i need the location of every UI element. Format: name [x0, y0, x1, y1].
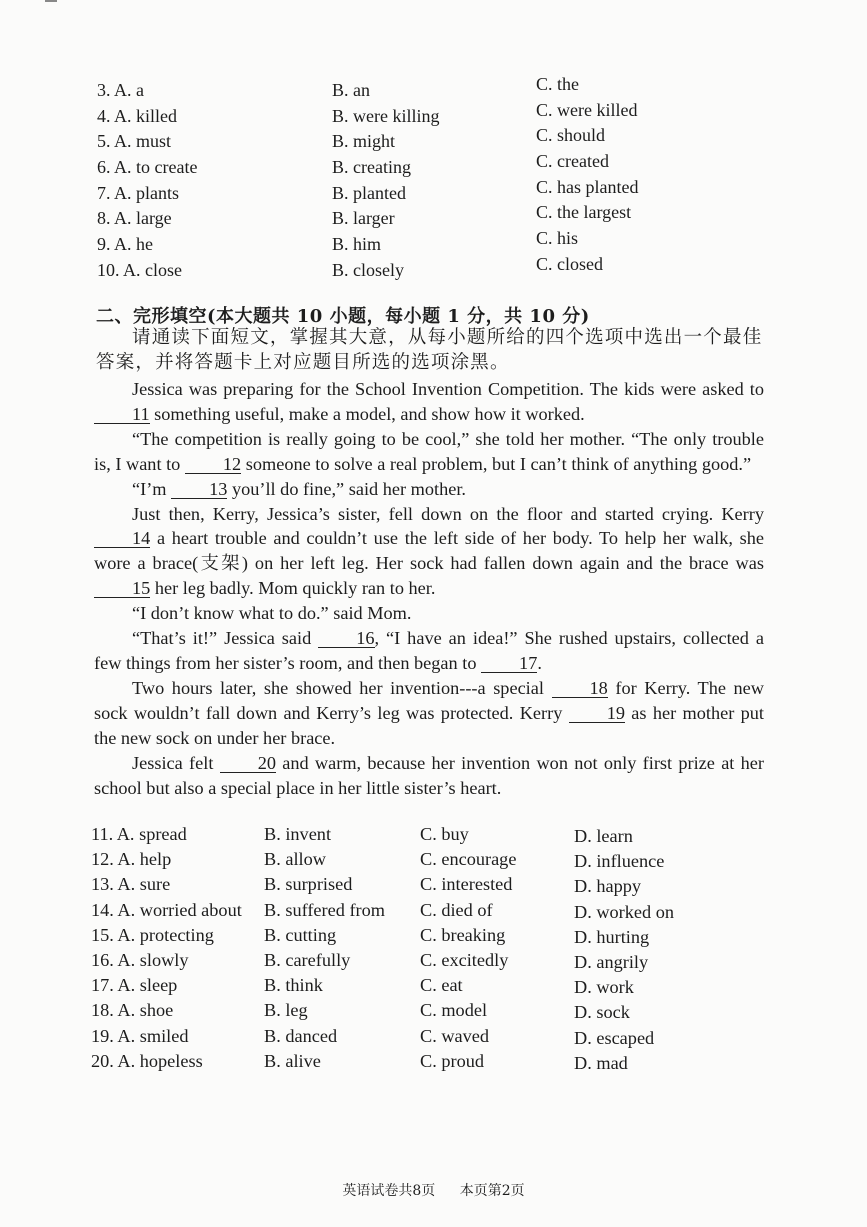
passage-text: her leg badly. Mom quickly ran to her. [150, 578, 436, 599]
blank-18: 18 [552, 679, 608, 698]
option-choice: C. should [536, 125, 606, 146]
blank-15: 15 [94, 579, 150, 598]
option-choice: C. created [536, 151, 609, 172]
option-row [0, 228, 867, 260]
option-choice: B. allow [264, 849, 326, 870]
option-choice: B. invent [264, 824, 332, 844]
option-choice: 17. A. sleep [91, 975, 178, 996]
blank-16: 16 [318, 629, 374, 648]
option-row [0, 900, 867, 925]
page-footer [0, 1180, 867, 1200]
footer-total-pages: 英语试卷共8页 [342, 1183, 436, 1199]
option-choice: 10. A. close [97, 259, 182, 280]
option-choice: C. the largest [536, 202, 632, 223]
passage-text: something useful, make a model, and show how it worked. [149, 403, 585, 424]
option-choice: B. surprised [264, 874, 353, 895]
option-choice: B. think [264, 975, 323, 996]
passage-text: and warm, because her invention won not only first prize at her school but also a special place in her little sister’s heart. [94, 752, 765, 798]
option-choice: B. leg [264, 1000, 308, 1021]
passage-paragraph [94, 502, 764, 602]
option-choice: 18. A. shoe [91, 1000, 174, 1021]
passage-paragraph [94, 751, 764, 801]
blank-14: 14 [94, 529, 150, 548]
blank-11: 11 [94, 405, 150, 424]
passage-text: a heart trouble and couldn’t use the left side of her body. To help her walk, she wore a brace(支架) on her left leg. Her sock had fallen down again and the brace was [94, 528, 764, 574]
option-row [0, 849, 867, 874]
option-choice: B. suffered from [264, 899, 385, 920]
option-choice: D. sock [574, 1002, 630, 1023]
options-part1 [0, 74, 867, 286]
option-choice: D. hurting [574, 926, 650, 947]
option-choice: B. carefully [264, 949, 351, 970]
cloze-passage [94, 377, 764, 800]
option-row [0, 975, 867, 1000]
scan-mark [45, 0, 57, 2]
passage-text: Just then, Kerry, Jessica’s sister, fell down on the floor and started crying. Kerry [132, 503, 764, 524]
passage-text: “The competition is really going to be cool,” she told her mother. “The only trouble is, I want to [94, 428, 764, 474]
passage-text: you’ll do fine,” said her mother. [227, 478, 466, 499]
option-choice: C. excitedly [420, 949, 509, 970]
blank-12: 12 [185, 455, 241, 474]
option-row [0, 125, 867, 157]
passage-text: “That’s it!” Jessica said [132, 628, 319, 649]
option-choice: C. model [420, 1000, 488, 1021]
blank-20: 20 [220, 754, 276, 773]
option-choice: 13. A. sure [91, 874, 171, 895]
option-choice: B. him [332, 234, 382, 255]
option-row [0, 824, 867, 849]
option-row [0, 99, 867, 132]
option-row [0, 925, 867, 950]
option-choice: 5. A. must [97, 131, 172, 152]
option-choice: B. were killing [332, 105, 440, 126]
option-choice: D. worked on [574, 901, 675, 922]
option-choice: 14. A. worried about [91, 899, 242, 920]
option-choice: 15. A. protecting [91, 924, 214, 945]
passage-text: for Kerry. The new sock wouldn’t fall down and Kerry’s leg was protected. Kerry [94, 677, 764, 723]
passage-paragraph [94, 601, 764, 626]
option-row [0, 1000, 867, 1025]
option-choice: 7. A. plants [97, 182, 180, 203]
passage-paragraph [94, 477, 764, 502]
option-choice: C. buy [420, 824, 469, 844]
option-choice: C. died of [420, 899, 493, 920]
option-choice: D. learn [574, 826, 633, 846]
passage-paragraph [94, 427, 764, 477]
option-row [0, 74, 867, 106]
option-choice: B. closely [332, 259, 404, 280]
option-choice: B. creating [332, 157, 411, 178]
option-choice: 16. A. slowly [91, 949, 189, 970]
option-choice: D. escaped [574, 1027, 655, 1048]
passage-text: , “I have an idea!” She rushed upstairs, collected a few things from her sister’s room, and then began to [94, 628, 764, 673]
passage-paragraph [94, 676, 764, 751]
option-choice: C. encourage [420, 849, 517, 870]
option-choice: C. his [536, 228, 579, 249]
option-choice: B. planted [332, 182, 406, 203]
passage-text: someone to solve a real problem, but I can’t think of anything good.” [241, 453, 752, 474]
option-choice: C. breaking [420, 924, 506, 945]
option-choice: D. angrily [574, 951, 649, 972]
blank-17: 17 [481, 654, 537, 673]
passage-text: Jessica was preparing for the School Invention Competition. The kids were asked to [132, 379, 764, 399]
option-choice: 8. A. large [97, 208, 172, 229]
passage-paragraph [94, 626, 764, 676]
option-choice: C. closed [536, 253, 603, 274]
option-row [0, 176, 867, 209]
option-choice: 19. A. smiled [91, 1025, 189, 1046]
option-row [0, 1051, 867, 1076]
footer-page-number: 本页第2页 [459, 1183, 525, 1199]
option-choice: B. cutting [264, 924, 337, 945]
option-choice: B. might [332, 131, 396, 152]
passage-text: Jessica felt [132, 752, 220, 773]
option-choice: D. influence [574, 851, 665, 872]
option-choice: D. work [574, 977, 634, 998]
option-choice: C. proud [420, 1050, 484, 1071]
option-choice: B. danced [264, 1025, 338, 1046]
option-row [0, 253, 867, 286]
option-choice: C. interested [420, 874, 513, 895]
option-choice: 11. A. spread [91, 824, 187, 844]
option-choice: C. eat [420, 975, 463, 996]
blank-13: 13 [171, 480, 227, 499]
option-choice: 12. A. help [91, 849, 172, 870]
passage-text: “I’m [132, 478, 172, 499]
option-row [0, 874, 867, 899]
option-choice: C. waved [420, 1025, 490, 1046]
option-choice: 6. A. to create [97, 157, 198, 178]
option-choice: 20. A. hopeless [91, 1050, 203, 1071]
section-title: 二、完形填空(本大题共 10 小题，每小题 1 分，共 10 分) [96, 306, 590, 327]
option-choice: B. an [332, 80, 370, 100]
option-choice: 9. A. he [97, 234, 153, 255]
option-choice: D. mad [574, 1052, 628, 1073]
option-row [0, 202, 867, 234]
passage-text: . [537, 652, 542, 673]
option-choice: C. the [536, 74, 579, 94]
option-choice: C. were killed [536, 99, 638, 120]
passage-paragraph [94, 377, 764, 427]
blank-19: 19 [569, 704, 625, 723]
instructions: 请通读下面短文，掌握其大意，从每小题所给的四个选项中选出一个最佳答案，并将答题卡上对应题目所选的选项涂黑。 [96, 327, 763, 373]
passage-text: as her mother put the new sock on under her brace. [94, 702, 765, 748]
passage-text: “I don’t know what to do.” said Mom. [132, 603, 412, 624]
option-choice: C. has planted [536, 176, 639, 197]
options-part2 [0, 824, 867, 1076]
passage-text: Two hours later, she showed her invention---a special [132, 677, 552, 698]
option-choice: D. happy [574, 876, 642, 897]
option-row [0, 950, 867, 975]
option-choice: B. larger [332, 208, 395, 229]
option-row [0, 151, 867, 183]
option-row [0, 1026, 867, 1051]
option-choice: 4. A. killed [97, 105, 177, 126]
option-choice: B. alive [264, 1050, 321, 1071]
option-choice: 3. A. a [97, 80, 144, 100]
